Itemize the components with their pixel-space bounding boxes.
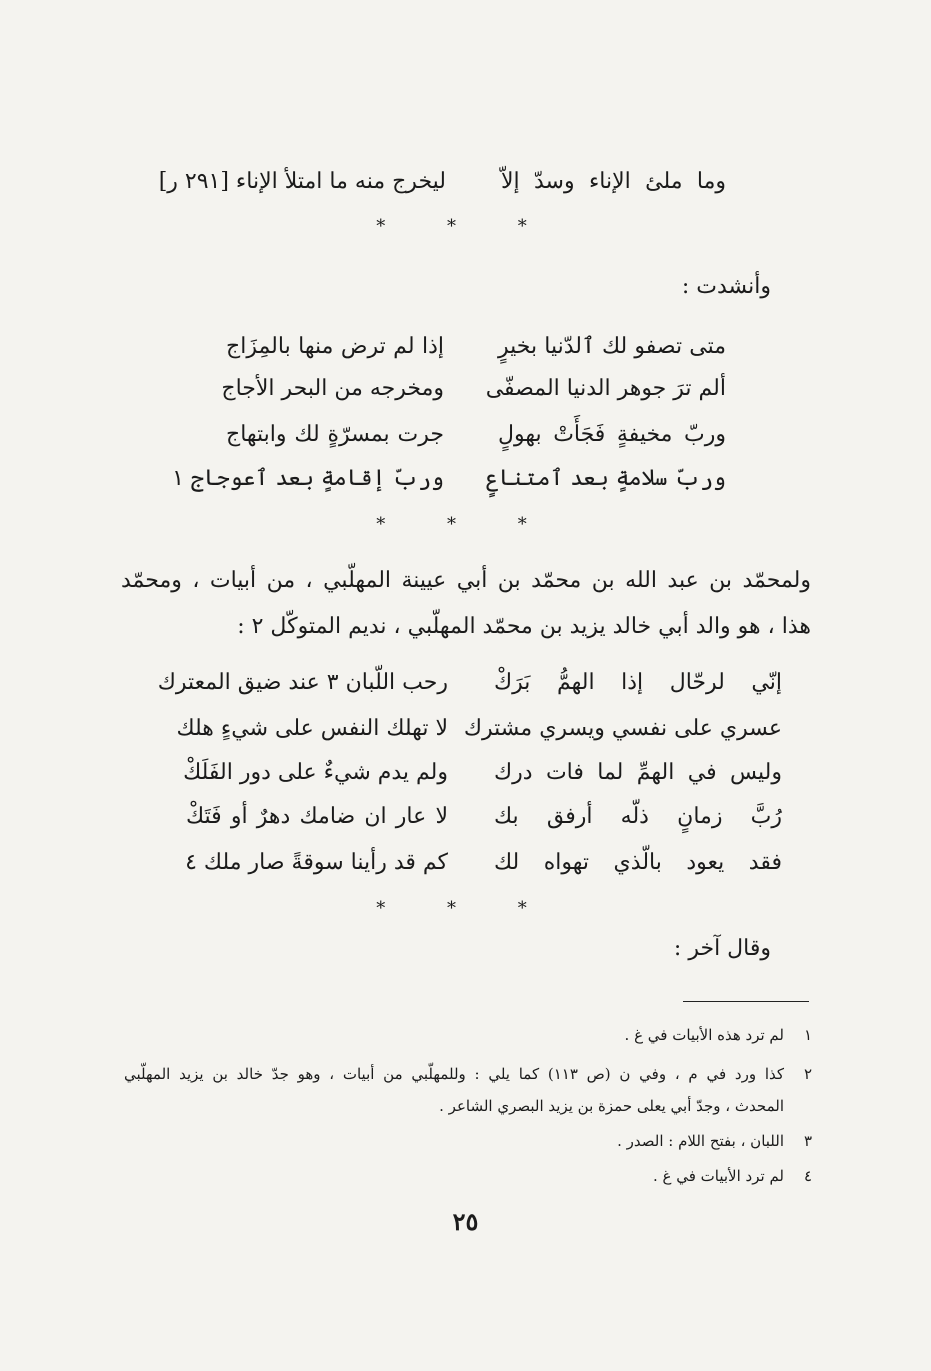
verse-hemistich-left: وربّ إقامةٍ بعد ٱعوجاج ١ <box>172 466 444 491</box>
verse-row <box>176 712 782 746</box>
footnote-text: لم ترد الأبيات في غ . <box>652 1167 784 1185</box>
verse-hemistich-right: وربّ مخيفةٍ فَجَأَتْ بهولٍ <box>498 422 726 447</box>
verse-row <box>226 418 726 452</box>
separator-stars: * * * <box>376 898 555 919</box>
verse-hemistich-left: كم قد رأينا سوقةً صار ملك ٤ <box>185 850 448 875</box>
section-intro: وقال آخر : <box>673 936 771 961</box>
footnote-text: لم ترد هذه الأبيات في غ . <box>624 1026 784 1044</box>
separator-stars: * * * <box>376 216 555 237</box>
verse-row <box>226 330 726 364</box>
verse-hemistich-right: متى تصفو لك ٱلدّنيا بخيرٍ <box>498 334 726 359</box>
section-intro: وأنشدت : <box>681 274 771 299</box>
verse-row <box>157 666 782 700</box>
prose-line: هذا ، هو والد أبي خالد يزيد بن محمّد المهلّبي ، نديم المتوكّل ٢ : <box>237 614 811 639</box>
verse-hemistich-left: رحب اللّبان ٣ عند ضيق المعترك <box>157 670 448 695</box>
footnote-number: ٤ <box>804 1167 813 1185</box>
verse-hemistich-left: جرت بمسرّةٍ لك وابتهاج <box>226 422 444 447</box>
verse-hemistich-right: عسري على نفسي ويسري مشترك <box>463 716 782 741</box>
verse-row <box>146 165 726 199</box>
verse-row <box>186 846 782 880</box>
verse-hemistich-left: إذا لم ترض منها بالمِزَاج <box>226 334 444 359</box>
separator-stars: * * * <box>376 514 555 535</box>
verse-hemistich-right: فقد يعود بالّذي تهواه لك <box>494 850 782 875</box>
verse-hemistich-right: وما ملئ الإناء وسدّ إلاّ <box>501 169 726 194</box>
verse-row <box>172 462 726 496</box>
footnote-text: كذا ورد في م ، وفي ن (ص ١١٣) كما يلي : وللمهلّبي من أبيات ، وهو جدّ خالد بن يزيد المهلّبي <box>124 1065 784 1083</box>
prose-line: ولمحمّد بن عبد الله بن محمّد بن أبي عيينة المهلّبي ، من أبيات ، ومحمّد <box>121 568 811 593</box>
footnote-number: ٣ <box>804 1132 813 1150</box>
footnote-rule <box>683 1001 809 1002</box>
verse-hemistich-left: ومخرجه من البحر الأجاج <box>221 376 444 401</box>
verse-hemistich-right: وربّ سلامةٍ بعد ٱمتناعٍ <box>485 466 726 491</box>
verse-hemistich-left: ولم يدم شيءٌ على دور الفَلَكْ <box>183 760 448 785</box>
verse-hemistich-left: ليخرج منه ما امتلأ الإناء [٢٩١ ر] <box>158 169 446 194</box>
footnote-number: ١ <box>804 1026 813 1044</box>
verse-hemistich-right: ألم ترَ جوهر الدنيا المصفّى <box>485 376 726 401</box>
footnote-text: المحدث ، وجدّ أبي يعلى حمزة بن يزيد البصري الشاعر . <box>439 1097 784 1115</box>
verse-row <box>186 800 782 834</box>
verse-hemistich-right: رُبَّ زمانٍ ذلّه أرفق بك <box>494 804 782 829</box>
verse-hemistich-left: لا تهلك النفس على شيءٍ هلك <box>176 716 448 741</box>
verse-row <box>221 372 726 406</box>
footnote-number: ٢ <box>804 1065 813 1083</box>
verse-hemistich-left: لا عار ان ضامك دهرٌ أو فَتَكْ <box>186 804 448 829</box>
footnote-text: اللبان ، بفتح اللام : الصدر . <box>617 1132 784 1150</box>
verse-hemistich-right: إنّي لرحّال إذا الهمُّ بَرَكْ <box>494 670 782 695</box>
page-number: ٢٥ <box>452 1207 479 1236</box>
verse-row <box>183 756 782 790</box>
verse-hemistich-right: وليس في الهمِّ لما فات درك <box>494 760 782 785</box>
